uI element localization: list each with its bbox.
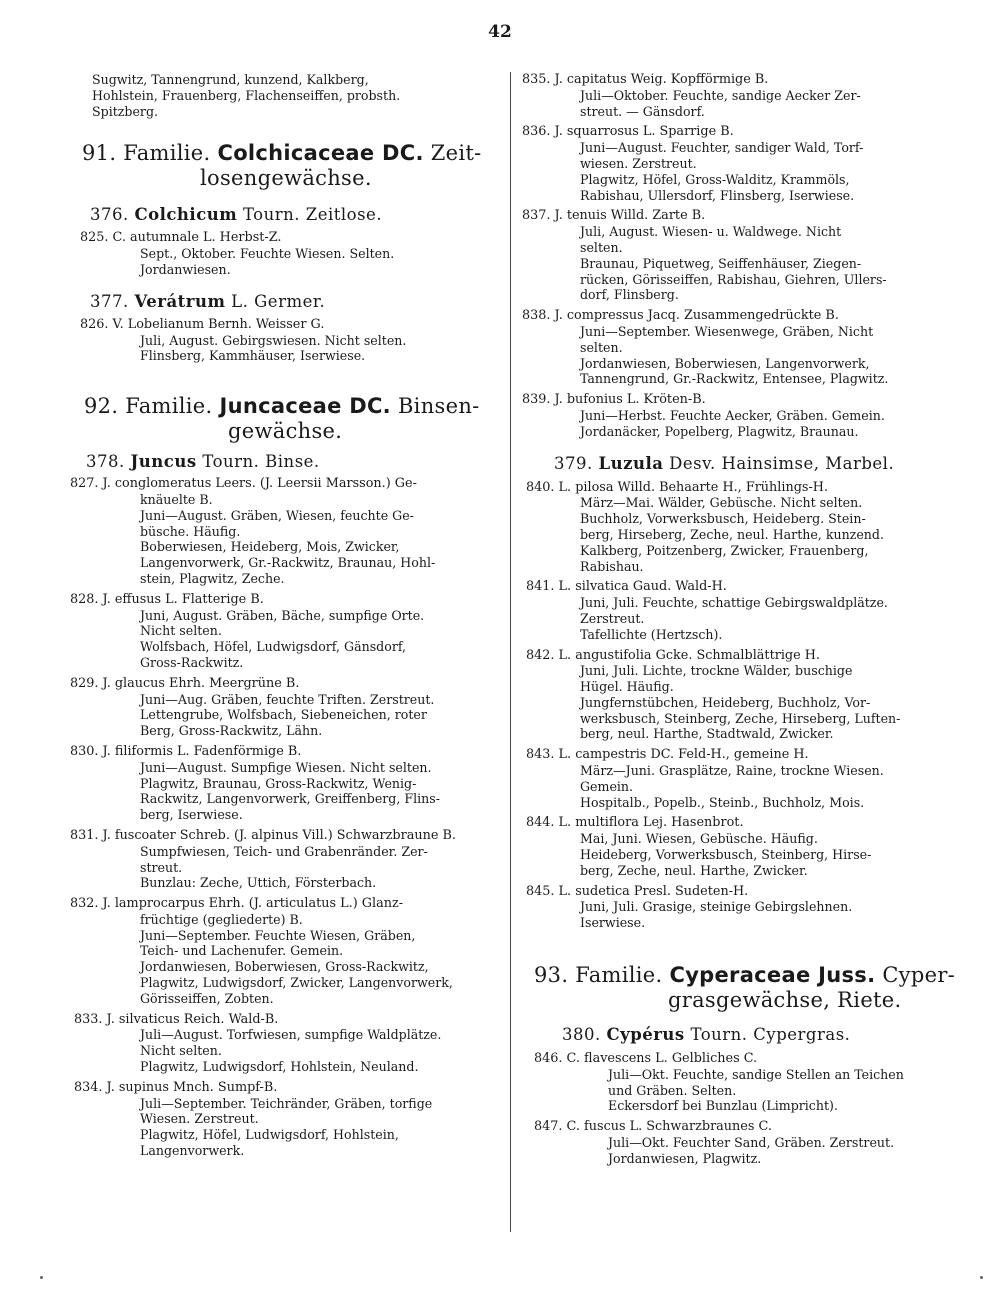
family-prefix: grasgewächse, Riete.	[668, 988, 902, 1013]
entry-heading-line: 836. J. squarrosus L. Sparrige B.	[522, 124, 734, 140]
scan-speck	[40, 1276, 43, 1279]
entry-heading-line: 845. L. sudetica Presl. Sudeten-H.	[526, 883, 749, 899]
genus-name: Juncus	[130, 452, 197, 472]
family-name: Juncaceae DC.	[219, 394, 391, 419]
entry-text-line: Jordanwiesen.	[140, 261, 231, 277]
entry-text-line: knäuelte B.	[140, 491, 213, 507]
entry-text-line: Juli—Oktober. Feuchte, sandige Aecker Zer-	[580, 87, 861, 103]
genus-heading	[52, 452, 504, 472]
species-entry	[518, 815, 968, 878]
entry-text-line: Heideberg, Vorwerksbusch, Steinberg, Hirse-	[580, 847, 872, 863]
entry-heading-line: 841. L. silvatica Gaud. Wald-H.	[526, 579, 727, 595]
entry-text-line: Zerstreut.	[580, 610, 645, 626]
entry-heading-line: 838. J. compressus Jacq. Zusammengedrückte B.	[522, 308, 839, 324]
entry-text-line: Görisseiffen, Zobten.	[140, 990, 274, 1006]
genus-author-common: L. Germer.	[225, 291, 326, 311]
entry-text-line: März—Juni. Grasplätze, Raine, trockne Wiesen.	[580, 763, 884, 779]
genus-number: 376.	[90, 205, 135, 225]
family-prefix: 93. Familie.	[534, 963, 670, 988]
family-name: Colchicaceae DC.	[217, 141, 424, 166]
entry-text-line: berg, Iserwiese.	[140, 807, 243, 823]
entry-text-line: Juli, August. Gebirgswiesen. Nicht selten.	[140, 332, 407, 348]
family-prefix: losengewächse.	[200, 166, 372, 191]
entry-text-line: Juli—August. Torfwiesen, sumpfige Waldplätze.	[140, 1027, 442, 1043]
species-entry	[52, 592, 504, 671]
entry-text-line: Gross-Rackwitz.	[140, 654, 244, 670]
family-heading-line	[52, 419, 504, 444]
family-common-name: Binsen-	[390, 394, 480, 419]
entry-heading-line: 829. J. glaucus Ehrh. Meergrüne B.	[70, 675, 300, 691]
entry-heading-line: 842. L. angustifolia Gcke. Schmalblättrige H.	[526, 647, 820, 663]
entry-heading-line: 837. J. tenuis Willd. Zarte B.	[522, 208, 706, 224]
family-prefix: 91. Familie.	[82, 141, 218, 166]
species-entry	[52, 1080, 504, 1159]
species-entry	[518, 747, 968, 810]
entry-text-line: selten.	[580, 239, 623, 255]
entry-heading-line: 830. J. filiformis L. Fadenförmige B.	[70, 743, 302, 759]
entry-text-line: berg, Zeche, neul. Harthe, Zwicker.	[580, 862, 808, 878]
entry-text-line: Jordanäcker, Popelberg, Plagwitz, Braunau.	[580, 423, 859, 439]
entry-text-line: Juni—September. Feuchte Wiesen, Gräben,	[140, 927, 416, 943]
entry-text-line: März—Mai. Wälder, Gebüsche. Nicht selten.	[580, 495, 863, 511]
genus-author-common: Desv. Hainsimse, Marbel.	[663, 453, 895, 473]
entry-text-line: Juni—Aug. Gräben, feuchte Triften. Zerstreut.	[140, 691, 435, 707]
family-heading	[518, 963, 968, 1013]
entry-text-line: Juli, August. Wiesen- u. Waldwege. Nicht	[580, 224, 842, 240]
family-heading-line	[52, 141, 504, 166]
species-entry	[518, 72, 968, 119]
entry-text-line: Bunzlau: Zeche, Uttich, Försterbach.	[140, 875, 377, 891]
genus-number: 380.	[562, 1025, 607, 1045]
entry-text-line: Juni, Juli. Grasige, steinige Gebirgslehnen.	[580, 899, 853, 915]
genus-author-common: Tourn. Binse.	[196, 452, 320, 472]
species-entry	[518, 648, 968, 743]
entry-text-line: Jungfernstübchen, Heideberg, Buchholz, Vor-	[580, 694, 871, 710]
entry-text-line: Spitzberg.	[92, 103, 159, 119]
entry-heading-line: 825. C. autumnale L. Herbst-Z.	[80, 230, 282, 246]
entry-text-line: Juli—Okt. Feuchte, sandige Stellen an Teichen	[608, 1066, 904, 1082]
genus-number: 377.	[90, 291, 135, 311]
entry-text-line: Juni, August. Gräben, Bäche, sumpfige Orte.	[140, 607, 425, 623]
entry-text-line: Hohlstein, Frauenberg, Flachenseiffen, probsth.	[92, 87, 401, 103]
species-entry	[52, 744, 504, 823]
entry-heading-line: 833. J. silvaticus Reich. Wald-B.	[74, 1011, 279, 1027]
entry-text-line: Kalkberg, Poitzenberg, Zwicker, Frauenberg,	[580, 542, 869, 558]
entry-text-line: Jordanwiesen, Boberwiesen, Langenvorwerk,	[580, 355, 870, 371]
entry-text-line: selten.	[580, 339, 623, 355]
family-heading-line	[518, 988, 968, 1013]
family-heading	[52, 141, 504, 191]
family-heading-line	[52, 394, 504, 419]
entry-text-line: Iserwiese.	[580, 915, 646, 931]
entry-text-line: streut. — Gänsdorf.	[580, 103, 705, 119]
entry-text-line: Tafellichte (Hertzsch).	[580, 626, 723, 642]
entry-text-line: Juni, Juli. Feuchte, schattige Gebirgswaldplätze.	[580, 595, 888, 611]
entry-text-line: Juni, Juli. Lichte, trockne Wälder, buschige	[580, 663, 853, 679]
species-entry	[52, 1012, 504, 1075]
entry-text-line: und Gräben. Selten.	[608, 1082, 737, 1098]
family-prefix: 92. Familie.	[84, 394, 220, 419]
entry-text-line: Rabishau, Ullersdorf, Flinsberg, Iserwiese.	[580, 187, 855, 203]
entry-text-line: Juni—Herbst. Feuchte Aecker, Gräben. Gemein.	[580, 407, 885, 423]
entry-text-line: Sugwitz, Tannengrund, kunzend, Kalkberg,	[92, 72, 369, 87]
family-heading-line	[52, 166, 504, 191]
left-column	[52, 72, 504, 1159]
entry-text-line: Juli—September. Teichränder, Gräben, torfige	[140, 1095, 433, 1111]
species-entry	[518, 884, 968, 931]
entry-text-line: Tannengrund, Gr.-Rackwitz, Entensee, Plagwitz.	[580, 371, 889, 387]
species-entry	[518, 208, 968, 303]
page-number: 42	[488, 22, 512, 42]
entry-text-line: Juni—August. Sumpfige Wiesen. Nicht selten.	[140, 759, 432, 775]
entry-heading-line: 834. J. supinus Mnch. Sumpf-B.	[74, 1079, 278, 1095]
family-heading	[52, 394, 504, 444]
entry-text-line: büsche. Häufig.	[140, 523, 241, 539]
entry-text-line: Juli—Okt. Feuchter Sand, Gräben. Zerstreut.	[608, 1135, 895, 1151]
entry-text-line: Wiesen. Zerstreut.	[140, 1111, 259, 1127]
entry-text-line: streut.	[140, 859, 183, 875]
entry-text-line: Sept., Oktober. Feuchte Wiesen. Selten.	[140, 246, 395, 262]
right-column	[518, 72, 968, 1167]
family-common-name: Cyper-	[875, 963, 956, 988]
entry-text-line: Juni—August. Gräben, Wiesen, feuchte Ge-	[140, 507, 414, 523]
entry-text-line: Berg, Gross-Rackwitz, Lähn.	[140, 723, 323, 739]
species-entry	[518, 392, 968, 439]
entry-text-line: Plagwitz, Ludwigsdorf, Hohlstein, Neuland.	[140, 1059, 419, 1075]
species-entry	[52, 676, 504, 739]
entry-text-line: werksbusch, Steinberg, Zeche, Hirseberg, Luften-	[580, 710, 901, 726]
entry-text-line: Juni—September. Wiesenwege, Gräben, Nicht	[580, 323, 874, 339]
entry-heading-line: 827. J. conglomeratus Leers. (J. Leersii Marsson.) Ge-	[70, 476, 417, 492]
entry-heading-line: 844. L. multiflora Lej. Hasenbrot.	[526, 815, 744, 831]
entry-text-line: Buchholz, Vorwerksbusch, Heideberg. Stein-	[580, 511, 866, 527]
entry-heading-line: 832. J. lamprocarpus Ehrh. (J. articulatus L.) Glanz-	[70, 896, 404, 912]
locality-text	[52, 72, 504, 119]
entry-text-line: Wolfsbach, Höfel, Ludwigsdorf, Gänsdorf,	[140, 639, 407, 655]
entry-text-line: Rabishau.	[580, 558, 644, 574]
entry-text-line: Langenvorwerk, Gr.-Rackwitz, Braunau, Hohl-	[140, 555, 436, 571]
species-entry	[518, 1119, 968, 1166]
entry-text-line: Juni—August. Feuchter, sandiger Wald, Torf-	[580, 140, 864, 156]
genus-heading	[518, 454, 968, 474]
entry-heading-line: 846. C. flavescens L. Gelbliches C.	[534, 1051, 758, 1067]
species-entry	[518, 124, 968, 203]
genus-name: Luzula	[598, 453, 664, 473]
family-name: Cyperaceae Juss.	[669, 963, 876, 988]
genus-heading	[518, 1025, 968, 1045]
genus-heading	[52, 292, 504, 312]
entry-text-line: Gemein.	[580, 778, 634, 794]
entry-text-line: Plagwitz, Höfel, Ludwigsdorf, Hohlstein,	[140, 1127, 399, 1143]
family-common-name: Zeit-	[423, 141, 482, 166]
genus-name: Cypérus	[606, 1025, 685, 1045]
family-prefix: gewächse.	[228, 419, 343, 444]
species-entry	[52, 828, 504, 891]
entry-heading-line: 831. J. fuscoater Schreb. (J. alpinus Vill.) Schwarzbraune B.	[70, 827, 456, 843]
species-entry	[52, 317, 504, 364]
entry-text-line: Flinsberg, Kammhäuser, Iserwiese.	[140, 348, 366, 364]
species-entry	[518, 579, 968, 642]
species-entry	[52, 230, 504, 277]
entry-text-line: Teich- und Lachenufer. Gemein.	[140, 943, 344, 959]
species-entry	[52, 476, 504, 587]
entry-text-line: stein, Plagwitz, Zeche.	[140, 570, 285, 586]
species-entry	[518, 308, 968, 387]
entry-heading-line: 835. J. capitatus Weig. Kopfförmige B.	[522, 72, 769, 87]
entry-text-line: Mai, Juni. Wiesen, Gebüsche. Häufig.	[580, 831, 818, 847]
family-heading-line	[518, 963, 968, 988]
entry-text-line: Braunau, Piquetweg, Seiffenhäuser, Ziegen-	[580, 255, 862, 271]
species-entry	[518, 1051, 968, 1114]
species-entry	[518, 480, 968, 575]
entry-text-line: wiesen. Zerstreut.	[580, 155, 697, 171]
entry-text-line: Nicht selten.	[140, 1043, 222, 1059]
entry-text-line: Boberwiesen, Heideberg, Mois, Zwicker,	[140, 539, 400, 555]
entry-text-line: dorf, Flinsberg.	[580, 287, 679, 303]
genus-number: 378.	[86, 452, 131, 472]
entry-heading-line: 839. J. bufonius L. Kröten-B.	[522, 392, 706, 408]
entry-heading-line: 843. L. campestris DC. Feld-H., gemeine H.	[526, 747, 809, 763]
scan-speck	[980, 1276, 983, 1279]
genus-name: Verátrum	[134, 291, 226, 311]
column-divider	[510, 72, 511, 1232]
genus-author-common: Tourn. Zeitlose.	[237, 205, 383, 225]
entry-text-line: Langenvorwerk.	[140, 1143, 245, 1159]
entry-heading-line: 847. C. fuscus L. Schwarzbraunes C.	[534, 1119, 772, 1135]
entry-text-line: früchtige (gegliederte) B.	[140, 911, 303, 927]
entry-text-line: Jordanwiesen, Plagwitz.	[608, 1150, 762, 1166]
genus-author-common: Tourn. Cypergras.	[684, 1025, 851, 1045]
entry-text-line: Sumpfwiesen, Teich- und Grabenränder. Zer-	[140, 843, 428, 859]
entry-text-line: Plagwitz, Höfel, Gross-Walditz, Krammöls,	[580, 171, 850, 187]
entry-text-line: Plagwitz, Ludwigsdorf, Zwicker, Langenvorwerk,	[140, 975, 453, 991]
entry-text-line: Nicht selten.	[140, 623, 222, 639]
entry-heading-line: 828. J. effusus L. Flatterige B.	[70, 591, 264, 607]
genus-number: 379.	[554, 453, 599, 473]
entry-text-line: Plagwitz, Braunau, Gross-Rackwitz, Wenig-	[140, 775, 417, 791]
entry-text-line: Hügel. Häufig.	[580, 679, 674, 695]
species-entry	[52, 896, 504, 1007]
entry-text-line: berg, Hirseberg, Zeche, neul. Harthe, kunzend.	[580, 526, 884, 542]
entry-text-line: Hospitalb., Popelb., Steinb., Buchholz, Mois.	[580, 794, 865, 810]
genus-name: Colchicum	[134, 205, 238, 225]
entry-heading-line: 840. L. pilosa Willd. Behaarte H., Frühlings-H.	[526, 479, 829, 495]
entry-text-line: Eckersdorf bei Bunzlau (Limpricht).	[608, 1098, 838, 1114]
entry-text-line: Rackwitz, Langenvorwerk, Greiffenberg, Flins-	[140, 791, 440, 807]
entry-heading-line: 826. V. Lobelianum Bernh. Weisser G.	[80, 316, 325, 332]
entry-text-line: rücken, Görisseiffen, Rabishau, Giehren, Ullers-	[580, 271, 887, 287]
entry-text-line: Jordanwiesen, Boberwiesen, Gross-Rackwitz,	[140, 959, 429, 975]
entry-text-line: Lettengrube, Wolfsbach, Siebeneichen, roter	[140, 707, 427, 723]
entry-text-line: berg, neul. Harthe, Stadtwald, Zwicker.	[580, 726, 834, 742]
genus-heading	[52, 205, 504, 225]
